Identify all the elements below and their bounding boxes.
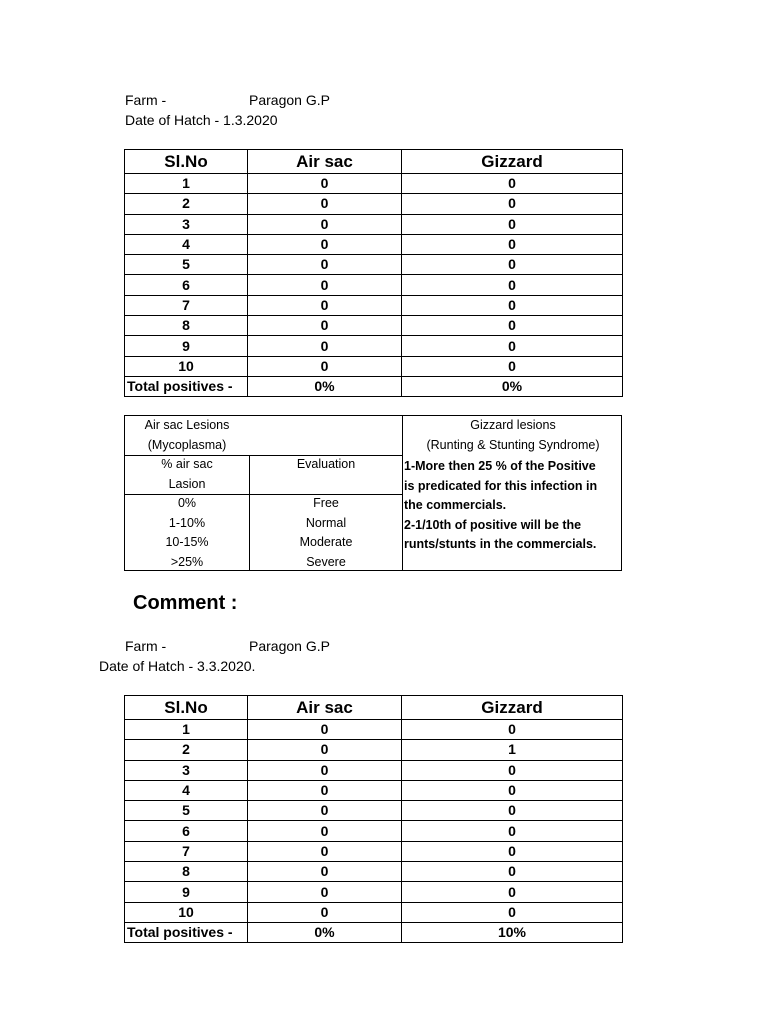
gizzard-note-line: 2-1/10th of positive will be the (404, 517, 582, 532)
table-cell: 0 (248, 174, 402, 194)
table-row (125, 255, 623, 275)
table-cell: 0 (248, 275, 402, 295)
table-cell: 0 (402, 295, 623, 315)
table-cell: 8 (125, 316, 248, 336)
table-cell: 0 (402, 316, 623, 336)
table-cell: 0 (402, 821, 623, 841)
table-cell: 0 (402, 882, 623, 902)
lesion-evaluation: Normal (305, 515, 347, 530)
table-row (125, 841, 623, 861)
evaluation-header: Evaluation (296, 457, 356, 471)
table-row (125, 862, 623, 882)
table-cell: 0 (248, 720, 402, 740)
table-cell: 6 (125, 821, 248, 841)
table-cell: 0 (402, 214, 623, 234)
gizzard-note-line: 1-More then 25 % of the Positive (404, 459, 596, 473)
air-sac-lesions-title: Air sac Lesions (144, 418, 230, 432)
table-cell: Total positives - (125, 922, 248, 942)
table-cell: 5 (125, 255, 248, 275)
table-cell: 0 (402, 255, 623, 275)
table-cell: 0 (402, 862, 623, 882)
table-row (125, 336, 623, 356)
table-cell: 4 (125, 234, 248, 254)
table-cell: Sl.No (125, 696, 248, 720)
gizzard-lesions-subtitle: (Runting & Stunting Syndrome) (426, 437, 600, 452)
table-cell: 0 (248, 194, 402, 214)
table-cell: 4 (125, 780, 248, 800)
table-cell: 0 (402, 194, 623, 214)
table-row (125, 234, 623, 254)
table-cell: 0 (248, 316, 402, 336)
farm-line-2 (125, 638, 330, 654)
comment-heading: Comment : (133, 592, 238, 614)
table-cell: 0 (402, 174, 623, 194)
table-cell: 1 (402, 740, 623, 760)
lesion-evaluation: Severe (306, 554, 346, 569)
gizzard-notes (403, 457, 624, 555)
air-sac-lasion-header: Lasion (168, 476, 206, 491)
lesion-evaluation: Free (313, 496, 339, 510)
table-cell: 8 (125, 862, 248, 882)
table-cell: 2 (125, 194, 248, 214)
gizzard-note-line: is predicated for this infection in (404, 478, 598, 493)
table-cell: 10% (402, 922, 623, 942)
lesion-evaluation: Moderate (299, 535, 353, 549)
total-row (125, 922, 623, 942)
table-row (125, 720, 623, 740)
table-cell: Gizzard (402, 150, 623, 174)
table-row (125, 760, 623, 780)
table-cell: 2 (125, 740, 248, 760)
table-cell: 0 (248, 760, 402, 780)
table-row (125, 740, 623, 760)
table-header-row (125, 150, 623, 174)
table-cell: 0 (248, 255, 402, 275)
results-table-1 (124, 149, 623, 397)
table-cell: 0 (402, 275, 623, 295)
table-row (125, 821, 623, 841)
table-cell: 7 (125, 295, 248, 315)
table-cell: 0 (248, 234, 402, 254)
gizzard-lesions-title: Gizzard lesions (470, 418, 556, 432)
table-row (125, 356, 623, 376)
table-cell: 3 (125, 760, 248, 780)
table-row (125, 780, 623, 800)
table-cell: 0 (248, 862, 402, 882)
table-cell: 0 (402, 356, 623, 376)
table-row (125, 214, 623, 234)
farm-label-2: Farm - (125, 638, 167, 654)
table-cell: 0 (248, 902, 402, 922)
farm-line-1 (125, 92, 330, 108)
table-cell: 0 (248, 882, 402, 902)
table-header-row (125, 696, 623, 720)
table-cell: Total positives - (125, 376, 248, 396)
table-cell: 0 (402, 801, 623, 821)
table-cell: 0 (248, 740, 402, 760)
table-cell: 1 (125, 174, 248, 194)
results-table-2 (124, 695, 623, 943)
table-cell: 6 (125, 275, 248, 295)
table-cell: 0 (402, 841, 623, 861)
table-cell: 3 (125, 214, 248, 234)
hatch-date-2: Date of Hatch - 3.3.2020. (99, 658, 256, 674)
table-row (125, 882, 623, 902)
table-cell: 0 (402, 720, 623, 740)
table-row (125, 295, 623, 315)
table-cell: 0 (248, 841, 402, 861)
table-row (125, 316, 623, 336)
table-cell: 0 (402, 234, 623, 254)
table-cell: 0 (248, 801, 402, 821)
farm-value-2: Paragon G.P (249, 638, 330, 654)
table-cell: 0 (402, 336, 623, 356)
table-cell: 0 (402, 902, 623, 922)
table-cell: 9 (125, 882, 248, 902)
total-row (125, 376, 623, 396)
table-cell: 0 (248, 821, 402, 841)
table-cell: 0% (402, 376, 623, 396)
table-cell: Air sac (248, 150, 402, 174)
table-cell: 7 (125, 841, 248, 861)
hatch-date-1: Date of Hatch - 1.3.2020 (125, 112, 278, 128)
lesion-range: 10-15% (165, 535, 209, 549)
table-cell: 0 (248, 356, 402, 376)
table-row (125, 275, 623, 295)
table-cell: 10 (125, 902, 248, 922)
table-cell: 0 (248, 214, 402, 234)
table-cell: 9 (125, 336, 248, 356)
table-cell: 0 (402, 780, 623, 800)
table-cell: 5 (125, 801, 248, 821)
gizzard-note-line: the commercials. (404, 498, 507, 512)
lesion-range: 1-10% (168, 515, 206, 530)
table-row (125, 194, 623, 214)
table-cell: 0 (248, 336, 402, 356)
table-cell: 0% (248, 376, 402, 396)
table-cell: 0% (248, 922, 402, 942)
table-cell: Gizzard (402, 696, 623, 720)
lesion-legend (124, 415, 622, 571)
air-sac-lesions-subtitle: (Mycoplasma) (147, 437, 227, 452)
table-row (125, 902, 623, 922)
lesion-range: 0% (177, 496, 197, 510)
table-cell: 10 (125, 356, 248, 376)
table-cell: 0 (248, 780, 402, 800)
gizzard-note-line: runts/stunts in the commercials. (404, 537, 597, 551)
farm-value-1: Paragon G.P (249, 92, 330, 108)
table-cell: Air sac (248, 696, 402, 720)
farm-label-1: Farm - (125, 92, 167, 108)
table-cell: Sl.No (125, 150, 248, 174)
lesion-range: >25% (170, 554, 204, 569)
table-cell: 1 (125, 720, 248, 740)
table-row (125, 801, 623, 821)
table-row (125, 174, 623, 194)
table-cell: 0 (248, 295, 402, 315)
table-cell: 0 (402, 760, 623, 780)
air-sac-percent-header: % air sac (161, 457, 213, 471)
